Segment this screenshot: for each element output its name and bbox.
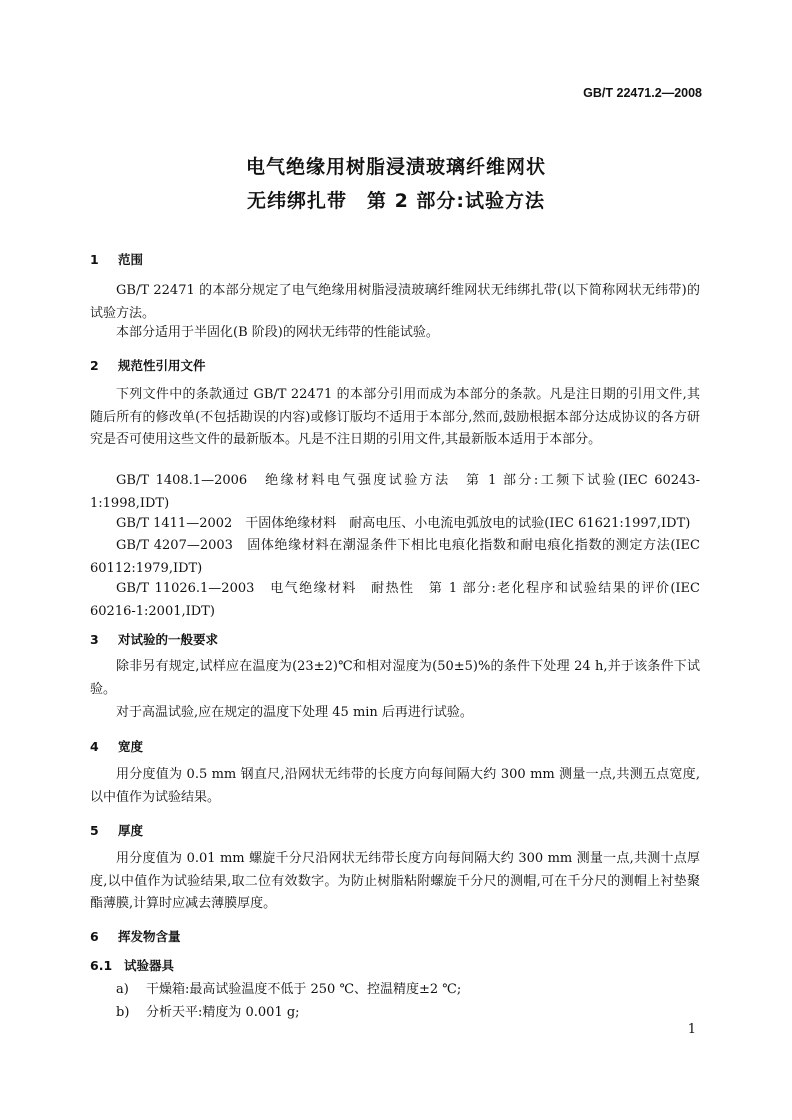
section-6-heading	[90, 927, 181, 945]
list-item-text: 分析天平:精度为 0.001 g;	[146, 1005, 300, 1020]
list-item-label: b)	[116, 1005, 130, 1020]
reference-2: GB/T 1411—2002 干固体绝缘材料 耐高电压、小电流电弧放电的试验(IEC 61621:1997,IDT)	[116, 516, 691, 531]
section-title: 对试验的一般要求	[118, 632, 219, 647]
reference-3: GB/T 4207—2003 固体绝缘材料在潮湿条件下相比电痕化指数和耐电痕化指数的测定方法(IEC 60112:1979,IDT)	[90, 538, 700, 576]
section-number: 6.1	[90, 958, 113, 973]
section-2-paragraph-1: 下列文件中的条款通过 GB/T 22471 的本部分引用而成为本部分的条款。凡是注日期的引用文件,其随后所有的修改单(不包括勘误的内容)或修订版均不适用于本部分,然而,鼓励根据本部分达成协议的各方研究是否可使用这些文件的最新版本。凡是不注日期的引用文件,其最新版本适用于本部分。	[90, 387, 700, 447]
section-4-paragraph-1: 用分度值为 0.5 mm 钢直尺,沿网状无纬带的长度方向每间隔大约 300 mm 测量一点,共测五点宽度,以中值作为试验结果。	[90, 767, 700, 805]
section-number: 4	[90, 739, 99, 754]
list-item	[116, 1001, 300, 1020]
list-item-text: 干燥箱:最高试验温度不低于 250 ℃、控温精度±2 ℃;	[146, 982, 462, 997]
section-3-paragraph-2: 对于高温试验,应在规定的温度下处理 45 min 后再进行试验。	[116, 705, 473, 720]
section-number: 6	[90, 929, 99, 944]
section-title: 试验器具	[124, 958, 175, 973]
section-number: 1	[90, 252, 99, 267]
reference-1: GB/T 1408.1—2006 绝缘材料电气强度试验方法 第 1 部分:工频下试验(IEC 60243-1:1998,IDT)	[90, 473, 700, 511]
page-number: 1	[687, 1022, 696, 1037]
list-item-label: a)	[116, 982, 129, 997]
section-3-paragraph-1: 除非另有规定,试样应在温度为(23±2)℃和相对湿度为(50±5)%的条件下处理 24 h,并于该条件下试验。	[90, 659, 700, 697]
section-number: 2	[90, 358, 99, 373]
document-title-line2: 无纬绑扎带 第 2 部分:试验方法	[246, 190, 546, 212]
section-title: 挥发物含量	[118, 929, 181, 944]
section-1-paragraph-2: 本部分适用于半固化(B 阶段)的网状无纬带的性能试验。	[116, 325, 439, 340]
section-3-heading	[90, 630, 218, 648]
section-number: 5	[90, 823, 99, 838]
section-title: 厚度	[118, 823, 144, 838]
section-title: 宽度	[118, 739, 144, 754]
section-5-heading	[90, 821, 143, 839]
section-1-heading	[90, 250, 143, 268]
reference-4: GB/T 11026.1—2003 电气绝缘材料 耐热性 第 1 部分:老化程序和试验结果的评价(IEC 60216-1:2001,IDT)	[90, 581, 700, 619]
section-5-paragraph-1: 用分度值为 0.01 mm 螺旋千分尺沿网状无纬带长度方向每间隔大约 300 mm 测量一点,共测十点厚度,以中值作为试验结果,取二位有效数字。为防止树脂粘附螺旋千分尺的测帽,可在千分尺的测帽上衬垫聚酯薄膜,计算时应减去薄膜厚度。	[90, 851, 700, 911]
document-title-line1: 电气绝缘用树脂浸渍玻璃纤维网状	[245, 156, 546, 178]
section-number: 3	[90, 632, 99, 647]
section-2-heading	[90, 356, 206, 374]
section-6-1-heading	[90, 956, 174, 974]
section-title: 范围	[118, 252, 144, 267]
section-title: 规范性引用文件	[118, 358, 206, 373]
section-1-paragraph-1: GB/T 22471 的本部分规定了电气绝缘用树脂浸渍玻璃纤维网状无纬绑扎带(以下简称网状无纬带)的试验方法。	[90, 283, 700, 321]
list-item	[116, 978, 461, 997]
standard-number: GB/T 22471.2—2008	[583, 86, 702, 100]
section-4-heading	[90, 737, 143, 755]
